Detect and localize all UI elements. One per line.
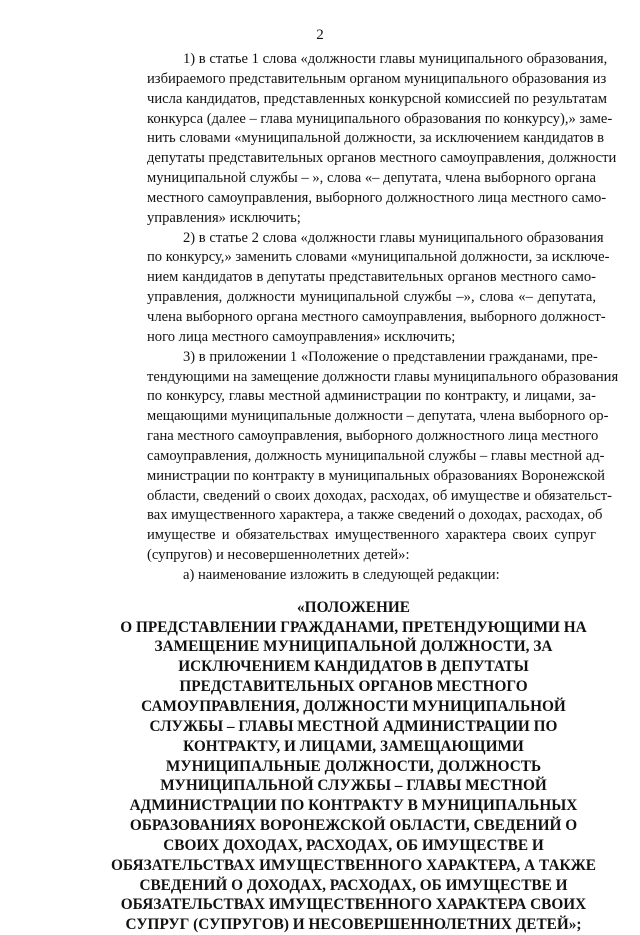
title-line: ЗАМЕЩЕНИЕ МУНИЦИПАЛЬНОЙ ДОЛЖНОСТИ, ЗА [154, 638, 553, 656]
text-line: конкурса (далее – глава муниципального образования по конкурсу),» заме- [147, 110, 613, 127]
text-line: нием кандидатов в депутаты представительных органов местного само- [147, 269, 596, 286]
text-line: самоуправления, должность муниципальной службы – главы местной ад- [147, 447, 605, 464]
paragraph-appendix-1 [111, 348, 619, 566]
title-line: «ПОЛОЖЕНИЕ [297, 598, 410, 616]
title-line: СЛУЖБЫ – ГЛАВЫ МЕСТНОЙ АДМИНИСТРАЦИИ ПО [149, 717, 558, 735]
title-line: ИСКЛЮЧЕНИЕМ КАНДИДАТОВ В ДЕПУТАТЫ [178, 658, 529, 676]
paragraph-article-1 [111, 50, 617, 229]
document-body [111, 50, 619, 935]
text-line: управления, должности муниципальной службы –», слова «– депутата, [147, 289, 596, 306]
text-line: имуществе и обязательствах имущественного характера своих супруг [147, 527, 596, 544]
title-line: ОБЯЗАТЕЛЬСТВАХ ИМУЩЕСТВЕННОГО ХАРАКТЕРА СВОИХ [120, 896, 587, 914]
text-line: избираемого представительным органом муниципального образования из [147, 70, 607, 87]
text-line: муниципальной службы – », слова «– депутата, члена выборного органа [147, 170, 596, 187]
title-line: МУНИЦИПАЛЬНОЙ СЛУЖБЫ – ГЛАВЫ МЕСТНОЙ [160, 777, 547, 795]
title-line: КОНТРАКТУ, И ЛИЦАМИ, ЗАМЕЩАЮЩИМИ [183, 737, 524, 755]
text-line: члена выборного органа местного самоуправления, выборного должност- [147, 308, 606, 325]
paragraph-subitem-a [111, 566, 596, 586]
title-line: СВОИХ ДОХОДАХ, РАСХОДАХ, ОБ ИМУЩЕСТВЕ И [163, 836, 544, 854]
text-line: 3) в приложении 1 «Положение о представлении гражданами, пре- [183, 348, 598, 365]
text-line: министрации по контракту в муниципальных образованиях Воронежской [147, 467, 605, 484]
title-line: ПРЕДСТАВИТЕЛЬНЫХ ОРГАНОВ МЕСТНОГО [179, 678, 528, 696]
text-line: нить словами «муниципальной должности, за исключением кандидатов в [147, 130, 605, 147]
text-line: местного самоуправления, выборного должностного лица местного само- [147, 189, 607, 206]
title-line: СВЕДЕНИЙ О ДОХОДАХ, РАСХОДАХ, ОБ ИМУЩЕСТВЕ И [139, 876, 568, 894]
title-line: САМОУПРАВЛЕНИЯ, ДОЛЖНОСТИ МУНИЦИПАЛЬНОЙ [141, 698, 566, 715]
text-line: (супругов) и несовершеннолетних детей»: [147, 547, 410, 564]
text-line: 1) в статье 1 слова «должности главы муниципального образования, [183, 51, 608, 67]
text-line: а) наименование изложить в следующей редакции: [183, 566, 500, 583]
text-line: по конкурсу,» заменить словами «муниципальной должности, за исключе- [147, 249, 610, 266]
text-line: тендующими на замещение должности главы муниципального образования [147, 368, 619, 385]
text-line: вах имущественного характера, а также сведений о доходах, расходах, об [147, 507, 603, 524]
title-line: ОБЯЗАТЕЛЬСТВАХ ИМУЩЕСТВЕННОГО ХАРАКТЕРА, А ТАКЖЕ [111, 856, 596, 874]
text-line: мещающими муниципальные должности – депутата, члена выборного ор- [147, 408, 609, 425]
paragraph-article-2 [111, 229, 610, 348]
text-line: числа кандидатов, представленных конкурсной комиссией по результатам [147, 90, 607, 107]
text-line: управления» исключить; [147, 209, 301, 226]
text-line: по конкурсу, главы местной администрации по контракту, и лицами, за- [147, 388, 596, 405]
title-line: О ПРЕДСТАВЛЕНИИ ГРАЖДАНАМИ, ПРЕТЕНДУЮЩИМИ НА [120, 618, 587, 636]
text-line: области, сведений о своих доходах, расходах, об имуществе и обязательст- [147, 487, 613, 504]
title-line: МУНИЦИПАЛЬНЫЕ ДОЛЖНОСТИ, ДОЛЖНОСТЬ [165, 757, 542, 775]
title-line: АДМИНИСТРАЦИИ ПО КОНТРАКТУ В МУНИЦИПАЛЬНЫХ [129, 797, 578, 815]
title-line: СУПРУГ (СУПРУГОВ) И НЕСОВЕРШЕННОЛЕТНИХ ДЕТЕЙ»; [125, 916, 582, 934]
text-line: 2) в статье 2 слова «должности главы муниципального образования [183, 229, 604, 246]
text-line: ного лица местного самоуправления» исключить; [147, 328, 456, 345]
text-line: депутаты представительных органов местного самоуправления, должности [147, 150, 617, 167]
page-number: 2 [316, 27, 324, 43]
text-line: гана местного самоуправления, выборного должностного лица местного [147, 428, 599, 445]
regulation-title [111, 598, 596, 935]
title-line: ОБРАЗОВАНИЯХ ВОРОНЕЖСКОЙ ОБЛАСТИ, СВЕДЕНИЙ О [129, 817, 578, 835]
